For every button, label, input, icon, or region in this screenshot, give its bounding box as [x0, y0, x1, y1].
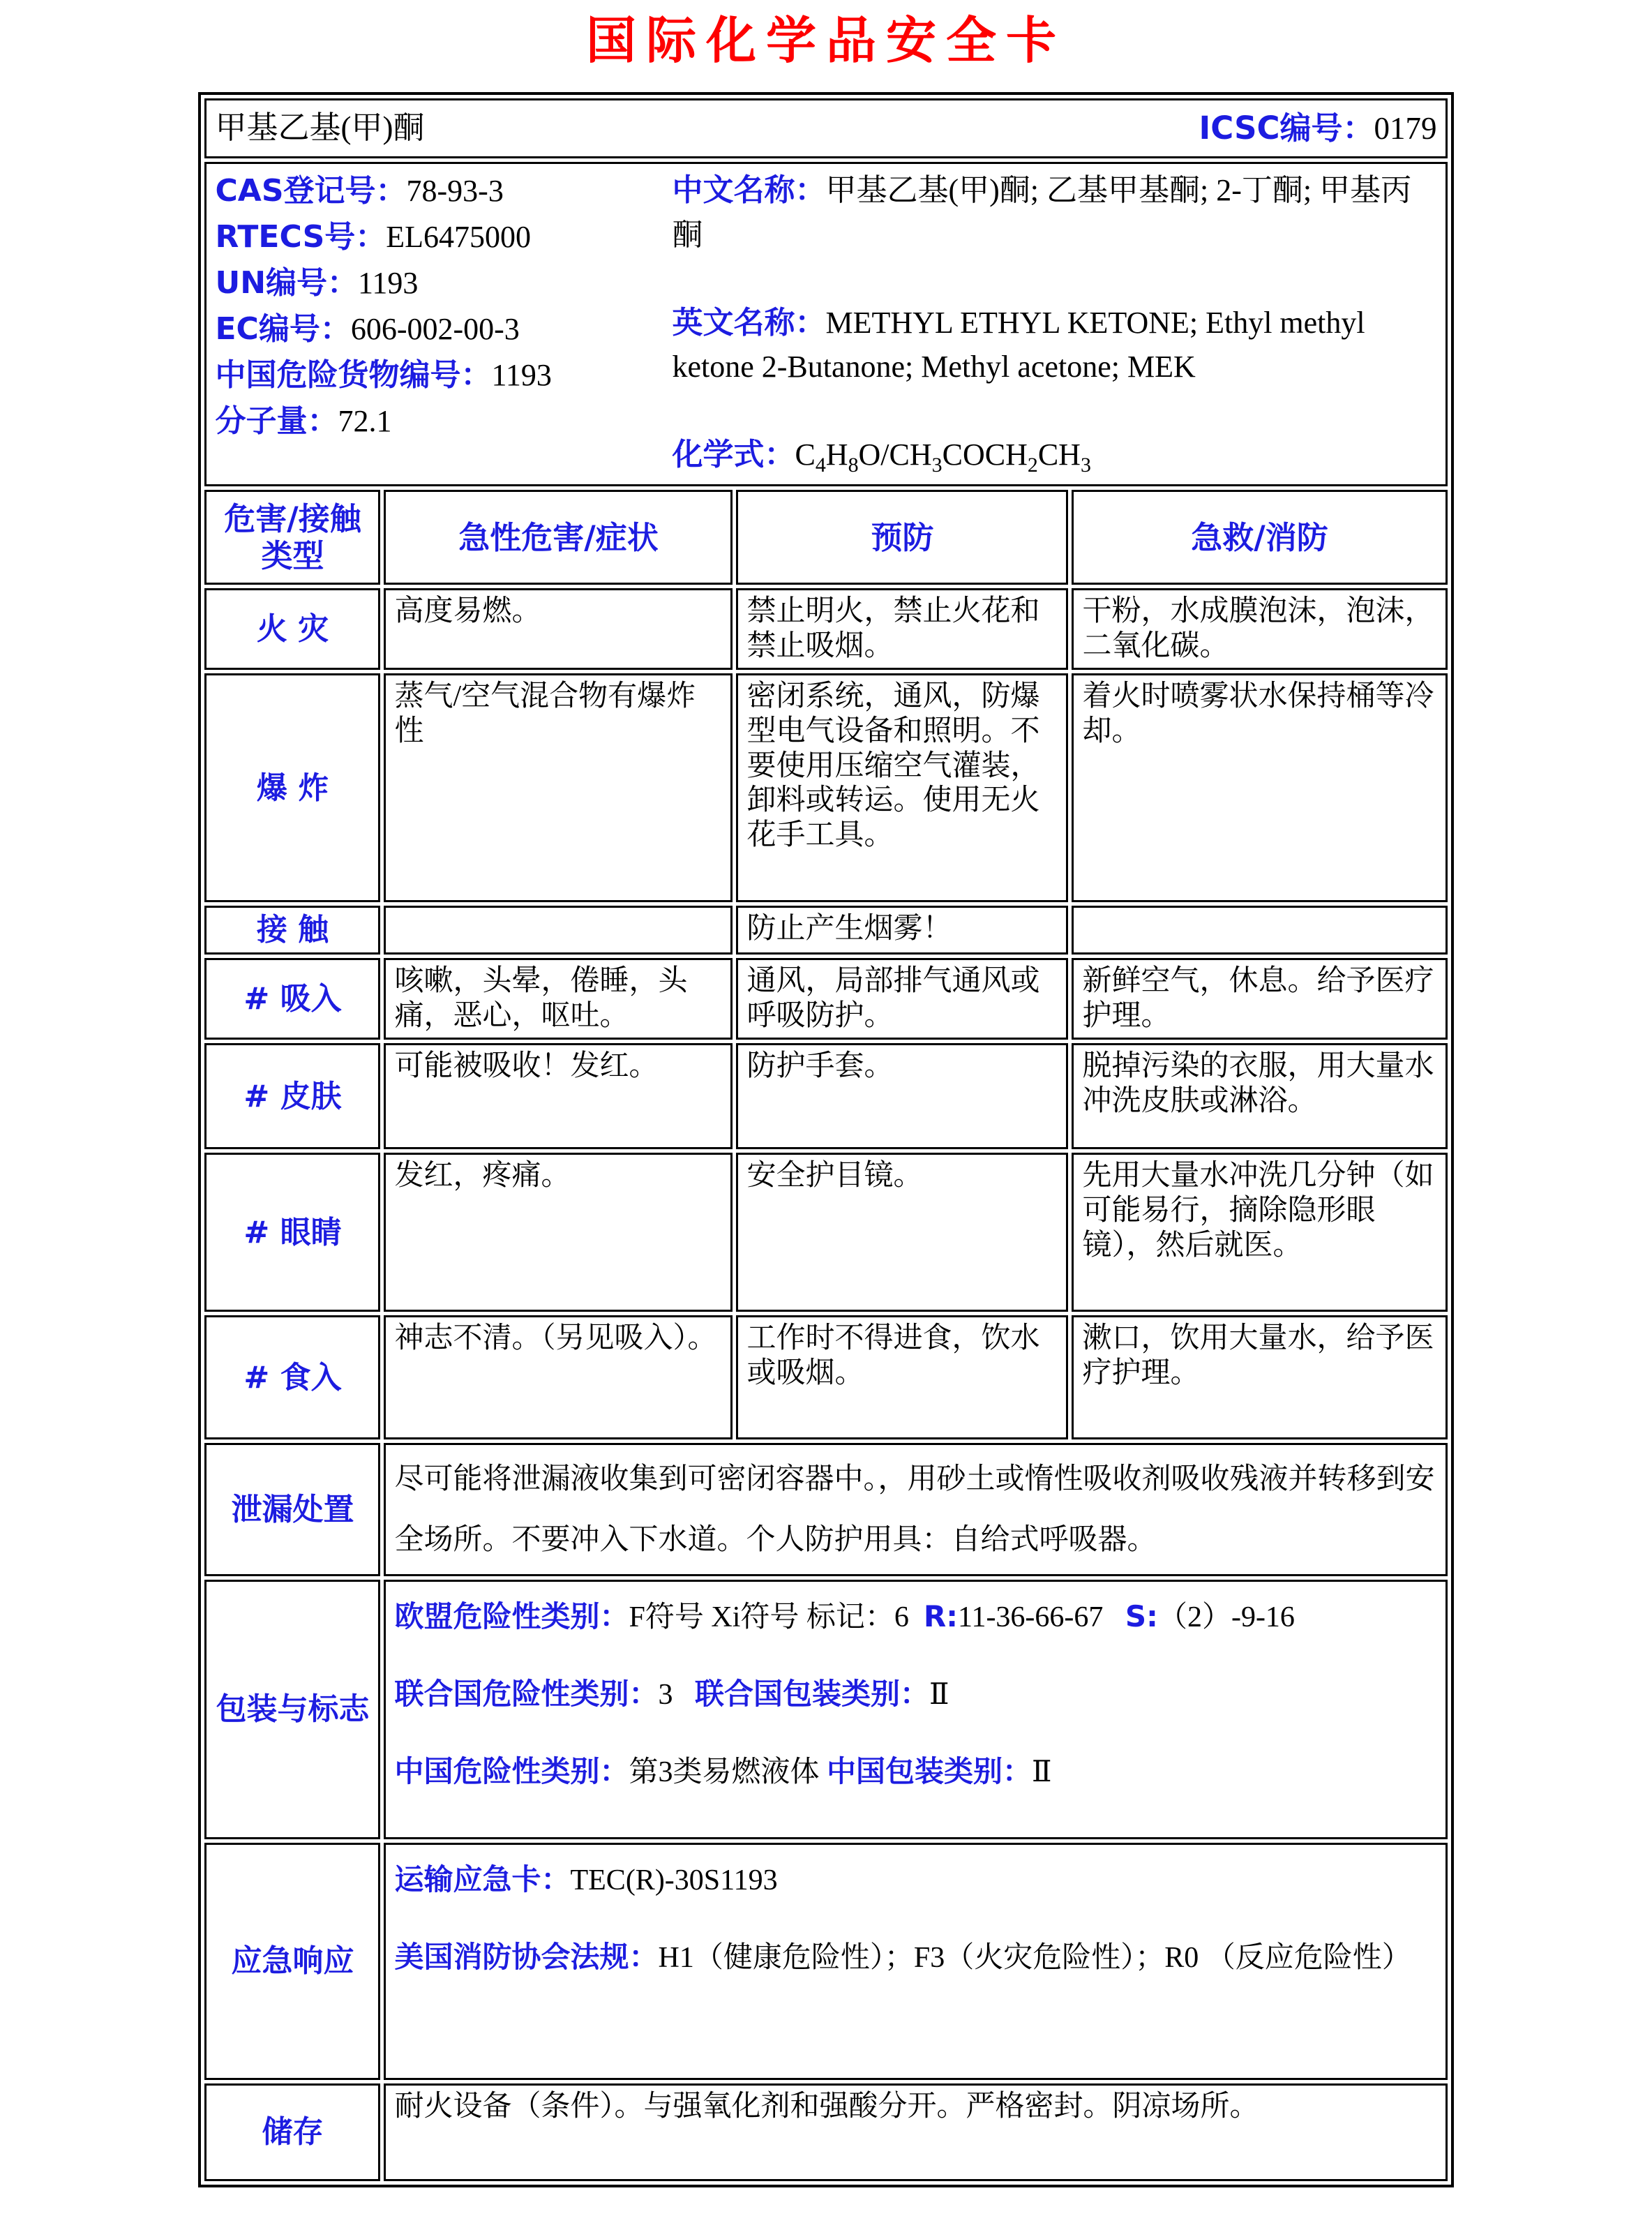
emergency-nfpa-line [394, 1926, 1436, 1989]
explosion-prevention: 密闭系统，通风，防爆型电气设备和照明。不要使用压缩空气灌装，卸料或转运。使用无火花手工具。 [736, 673, 1068, 902]
nfpa-value: H1（健康危险性）；F3（火灾危险性）；R0 （反应危险性） [658, 1941, 1411, 1974]
r-phrases-value: 11-36-66-67 [958, 1601, 1125, 1633]
ec-label: EC编号： [215, 311, 351, 347]
info-row [204, 162, 1447, 486]
hazard-type-fire: 火 灾 [204, 588, 380, 670]
formula-value: $C_4H_8O/CH_3COCH_2CH_3$ [795, 437, 1091, 477]
packaging-cn-line [394, 1741, 1436, 1803]
cas-label: CAS登记号： [215, 173, 407, 209]
rtecs-label: RTECS号： [215, 219, 386, 255]
cas-value: 78-93-3 [406, 174, 504, 208]
page-title: 国际化学品安全卡 [585, 11, 1066, 70]
identifier-list [215, 168, 672, 480]
un-pack-value: Ⅱ [929, 1678, 949, 1711]
ec-value: 606-002-00-3 [350, 312, 520, 346]
emergency-tec-line [394, 1849, 1436, 1911]
hazard-type-inhalation: # 吸入 [204, 958, 380, 1040]
packaging-label: 包装与标志 [204, 1580, 380, 1839]
hazard-row-contact [204, 906, 1447, 955]
china-dg-value: 1193 [491, 358, 552, 392]
fire-prevention: 禁止明火，禁止火花和禁止吸烟。 [736, 588, 1068, 670]
spill-label: 泄漏处置 [204, 1443, 380, 1576]
contact-symptoms [384, 906, 733, 955]
identifier-ec [215, 306, 672, 352]
storage-text: 耐火设备（条件）。与强氧化剂和强酸分开。严格密封。阴凉场所。 [384, 2083, 1447, 2181]
eyes-symptoms: 发红，疼痛。 [384, 1153, 733, 1312]
safety-card-table [198, 92, 1453, 2187]
icsc-value: 0179 [1374, 110, 1437, 146]
explosion-response: 着火时喷雾状水保持桶等冷却。 [1072, 673, 1447, 902]
molweight-value: 72.1 [338, 404, 392, 438]
packaging-eu-line [394, 1586, 1436, 1648]
hazard-row-explosion [204, 673, 1447, 902]
fire-symptoms: 高度易燃。 [384, 588, 733, 670]
skin-response: 脱掉污染的衣服，用大量水冲洗皮肤或淋浴。 [1072, 1043, 1447, 1149]
emergency-row [204, 1843, 1447, 2080]
contact-prevention: 防止产生烟雾！ [736, 906, 1068, 955]
cn-pack-label: 中国包装类别： [827, 1754, 1032, 1789]
identification-cell [204, 98, 1447, 158]
skin-prevention: 防护手套。 [736, 1043, 1068, 1149]
hazard-type-explosion: 爆 炸 [204, 673, 380, 902]
identifier-rtecs [215, 214, 672, 260]
tec-card-label: 运输应急卡： [394, 1862, 571, 1896]
inhalation-prevention: 通风，局部排气通风或呼吸防护。 [736, 958, 1068, 1040]
eu-class-label: 欧盟危险性类别： [394, 1599, 629, 1633]
english-names [672, 301, 1436, 390]
chinese-names [672, 168, 1436, 257]
un-class-label: 联合国危险性类别： [394, 1676, 659, 1711]
chemical-formula [672, 433, 1436, 480]
identifier-china-dg [215, 352, 672, 398]
chemical-name: 甲基乙基(甲)酮 [215, 110, 425, 146]
r-phrases-label: R: [923, 1599, 958, 1633]
name-block [672, 168, 1436, 480]
nfpa-label: 美国消防协会法规： [394, 1939, 659, 1974]
header-symptoms: 急性危害/症状 [384, 490, 733, 585]
header-prevention: 预防 [736, 490, 1068, 585]
s-phrases-label: S: [1125, 1599, 1158, 1633]
emergency-label: 应急响应 [204, 1843, 380, 2080]
molweight-label: 分子量： [215, 403, 338, 439]
hazard-row-inhalation [204, 958, 1447, 1040]
packaging-row [204, 1580, 1447, 1839]
un-label: UN编号： [215, 265, 359, 301]
ingestion-response: 漱口，饮用大量水，给予医疗护理。 [1072, 1315, 1447, 1439]
packaging-un-line [394, 1663, 1436, 1726]
skin-symptoms: 可能被吸收！发红。 [384, 1043, 733, 1149]
un-pack-label: 联合国包装类别： [695, 1676, 930, 1711]
un-value: 1193 [358, 266, 419, 300]
english-names-label: 英文名称： [672, 304, 826, 341]
storage-row [204, 2083, 1447, 2181]
spill-text: 尽可能将泄漏液收集到可密闭容器中。，用砂土或惰性吸收剂吸收残液并转移到安全场所。不要冲入下水道。个人防护用具：自给式呼吸器。 [384, 1443, 1447, 1576]
identifier-cas [215, 168, 672, 214]
eu-class-value: F符号 Xi符号 标记：6 [629, 1601, 924, 1633]
hazard-type-skin: # 皮肤 [204, 1043, 380, 1149]
explosion-symptoms: 蒸气/空气混合物有爆炸性 [384, 673, 733, 902]
identifier-un [215, 260, 672, 306]
hazard-type-contact: 接 触 [204, 906, 380, 955]
header-response: 急救/消防 [1072, 490, 1447, 585]
english-names-value: METHYL ETHYL KETONE; Ethyl methyl ketone 2-Butanone; Methyl acetone; MEK [672, 305, 1365, 384]
hazard-header-row [204, 490, 1447, 585]
identification-row [204, 98, 1447, 158]
contact-response [1072, 906, 1447, 955]
rtecs-value: EL6475000 [386, 220, 532, 254]
s-phrases-value: （2）-9-16 [1157, 1601, 1295, 1633]
eyes-prevention: 安全护目镜。 [736, 1153, 1068, 1312]
ingestion-symptoms: 神志不清。（另见吸入）。 [384, 1315, 733, 1439]
un-class-value: 3 [658, 1678, 695, 1711]
hazard-row-eyes [204, 1153, 1447, 1312]
inhalation-symptoms: 咳嗽，头晕，倦睡，头痛，恶心，呕吐。 [384, 958, 733, 1040]
spill-row [204, 1443, 1447, 1576]
emergency-content [384, 1843, 1447, 2080]
cn-pack-value: Ⅱ [1032, 1756, 1052, 1789]
cn-class-label: 中国危险性类别： [394, 1754, 629, 1789]
hazard-row-fire [204, 588, 1447, 670]
info-cell [204, 162, 1447, 486]
header-hazard-type: 危害/接触类型 [204, 490, 380, 585]
hazard-type-ingestion: # 食入 [204, 1315, 380, 1439]
eyes-response: 先用大量水冲洗几分钟（如可能易行，摘除隐形眼镜），然后就医。 [1072, 1153, 1447, 1312]
inhalation-response: 新鲜空气，休息。给予医疗护理。 [1072, 958, 1447, 1040]
tec-card-value: TEC(R)-30S1193 [570, 1864, 778, 1896]
formula-label: 化学式： [672, 437, 795, 473]
china-dg-label: 中国危险货物编号： [215, 357, 492, 393]
cn-class-value: 第3类易燃液体 [629, 1756, 827, 1789]
storage-label: 储存 [204, 2083, 380, 2181]
hazard-type-eyes: # 眼睛 [204, 1153, 380, 1312]
chinese-names-value: 甲基乙基(甲)酮; 乙基甲基酮; 2-丁酮; 甲基丙酮 [672, 173, 1412, 252]
icsc-label: ICSC编号： [1199, 109, 1374, 147]
packaging-content [384, 1580, 1447, 1839]
chinese-names-label: 中文名称： [672, 172, 826, 208]
icsc-number [1199, 110, 1436, 147]
fire-response: 干粉，水成膜泡沫，泡沫，二氧化碳。 [1072, 588, 1447, 670]
ingestion-prevention: 工作时不得进食，饮水或吸烟。 [736, 1315, 1068, 1439]
hazard-row-ingestion [204, 1315, 1447, 1439]
hazard-row-skin [204, 1043, 1447, 1149]
identifier-molweight [215, 398, 672, 444]
